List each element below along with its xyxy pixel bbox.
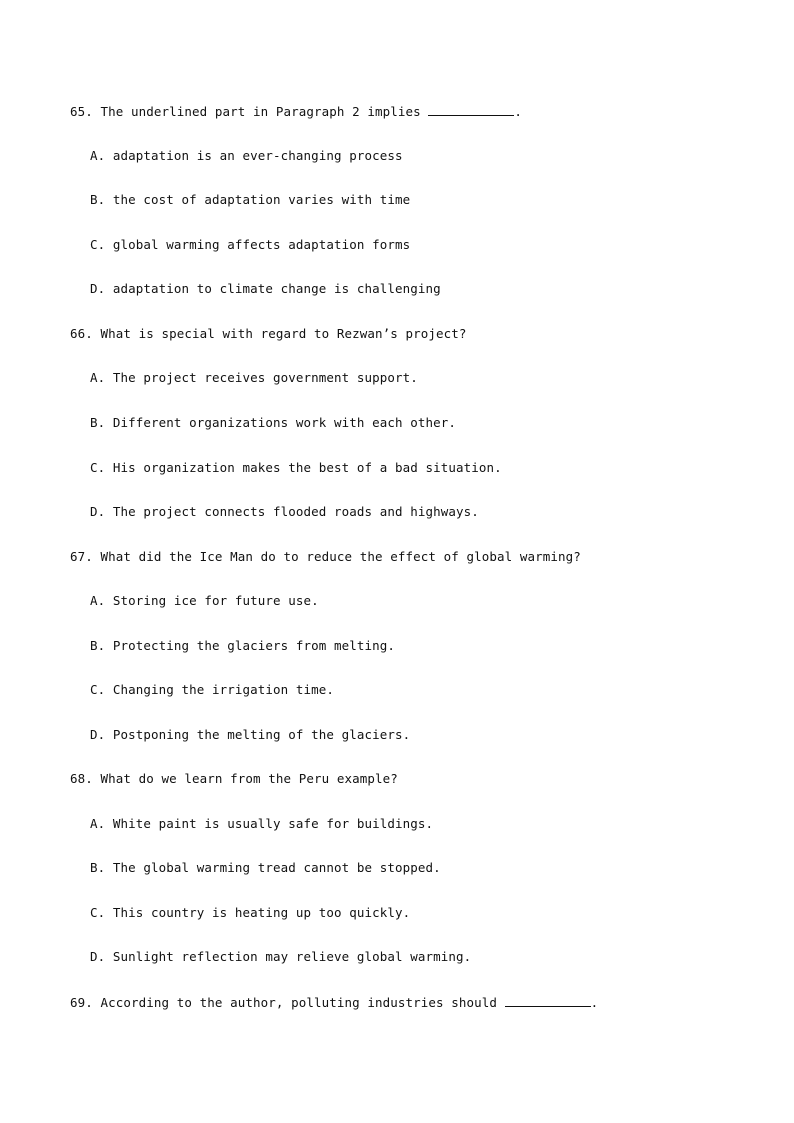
question-68-stem: 68. What do we learn from the Peru example?: [70, 771, 398, 786]
question-65-text: 65. The underlined part in Paragraph 2 implies: [70, 104, 429, 119]
question-66-option-d: D. The project connects flooded roads and highways.: [90, 504, 479, 519]
question-66-option-c: C. His organization makes the best of a bad situation.: [90, 460, 502, 475]
question-66-option-a: A. The project receives government support.: [90, 370, 418, 385]
question-66-stem: 66. What is special with regard to Rezwan’s project?: [70, 326, 467, 341]
question-67-option-b: B. Protecting the glaciers from melting.: [90, 638, 396, 653]
question-69-text: 69. According to the author, polluting industries should: [70, 995, 505, 1010]
question-66-option-b: B. Different organizations work with each other.: [90, 415, 457, 430]
question-65-end: .: [514, 104, 523, 119]
question-68-option-a: A. White paint is usually safe for buildings.: [90, 816, 434, 831]
question-65-option-b: B. the cost of adaptation varies with time: [90, 192, 411, 207]
question-67-option-a: A. Storing ice for future use.: [90, 593, 319, 608]
question-68-option-b: B. The global warming tread cannot be stopped.: [90, 860, 441, 875]
answer-blank: [505, 994, 591, 1007]
question-69-stem: [70, 994, 598, 1011]
answer-blank: [428, 103, 514, 116]
question-65-option-a: A. adaptation is an ever-changing process: [90, 148, 403, 163]
question-65-stem: [70, 103, 522, 120]
question-67-option-d: D. Postponing the melting of the glaciers.: [90, 727, 411, 742]
question-67-stem: 67. What did the Ice Man do to reduce the effect of global warming?: [70, 549, 581, 564]
question-65-option-d: D. adaptation to climate change is challenging: [90, 281, 441, 296]
question-68-option-d: D. Sunlight reflection may relieve global warming.: [90, 949, 472, 964]
question-67-option-c: C. Changing the irrigation time.: [90, 682, 335, 697]
question-68-option-c: C. This country is heating up too quickly.: [90, 905, 411, 920]
question-69-end: .: [590, 995, 599, 1010]
question-65-option-c: C. global warming affects adaptation forms: [90, 237, 411, 252]
